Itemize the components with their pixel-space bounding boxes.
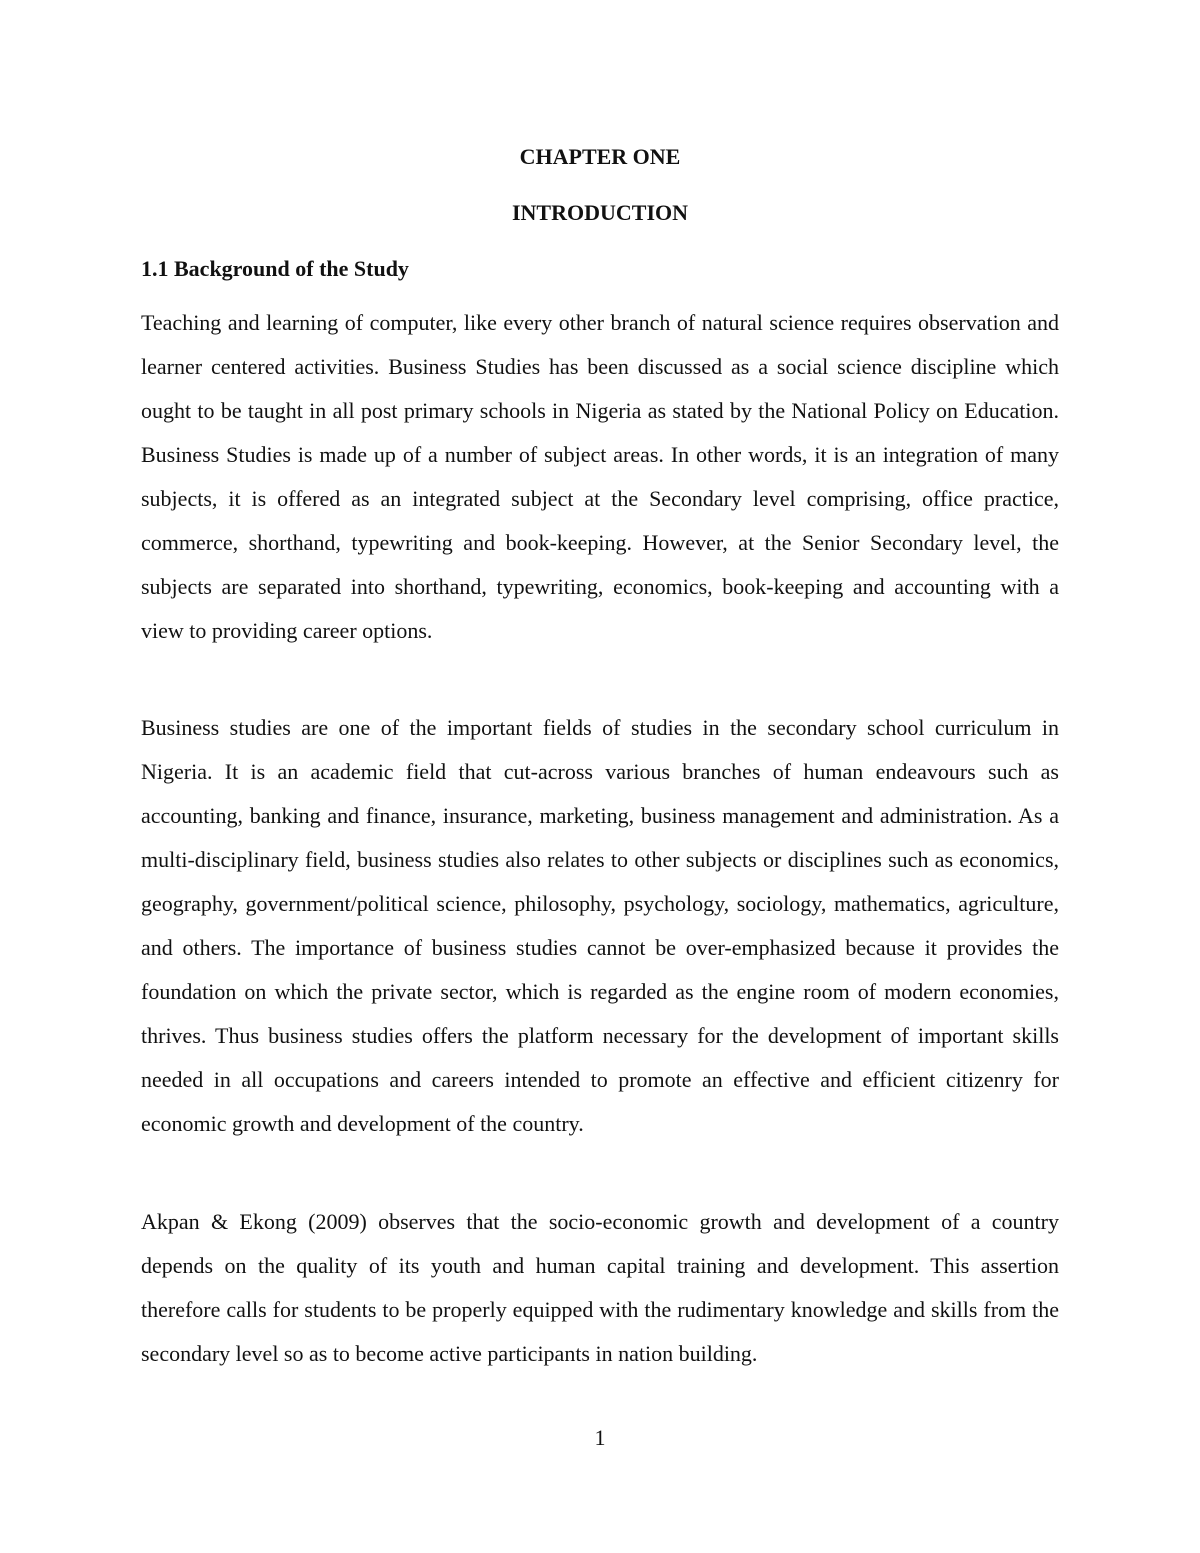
chapter-subtitle: INTRODUCTION xyxy=(511,200,689,225)
body-paragraph-1: Teaching and learning of computer, like every other branch of natural science requires observation and learner centered activities. Business Studies has been discussed as a social science discipline which ought to be taught in all post primary schools in Nigeria as stated by the National Policy on Education. Business Studies is made up of a number of subject areas. In other words, it is an integration of many subjects, it is offered as an integrated subject at the Secondary level comprising, office practice, commerce, shorthand, typewriting and book-keeping. However, at the Senior Secondary level, the subjects are separated into shorthand, typewriting, economics, book-keeping and accounting with a view to providing career options. xyxy=(141,310,1059,643)
page-number: 1 xyxy=(594,1425,606,1450)
section-heading: 1.1 Background of the Study xyxy=(141,256,409,281)
body-paragraph-3: Akpan & Ekong (2009) observes that the socio-economic growth and development of a country depends on the quality of its youth and human capital training and development. This assertion therefore calls for students to be properly equipped with the rudimentary knowledge and skills from the secondary level so as to become active participants in nation building. xyxy=(141,1209,1059,1366)
chapter-title: CHAPTER ONE xyxy=(519,144,681,169)
body-paragraph-2: Business studies are one of the important fields of studies in the secondary school curriculum in Nigeria. It is an academic field that cut-across various branches of human endeavours such as accounting, banking and finance, insurance, marketing, business management and administration. As a multi-disciplinary field, business studies also relates to other subjects or disciplines such as economics, geography, government/political science, philosophy, psychology, sociology, mathematics, agriculture, and others. The importance of business studies cannot be over-emphasized because it provides the foundation on which the private sector, which is regarded as the engine room of modern economies, thrives. Thus business studies offers the platform necessary for the development of important skills needed in all occupations and careers intended to promote an effective and efficient citizenry for economic growth and development of the country. xyxy=(141,715,1059,1136)
